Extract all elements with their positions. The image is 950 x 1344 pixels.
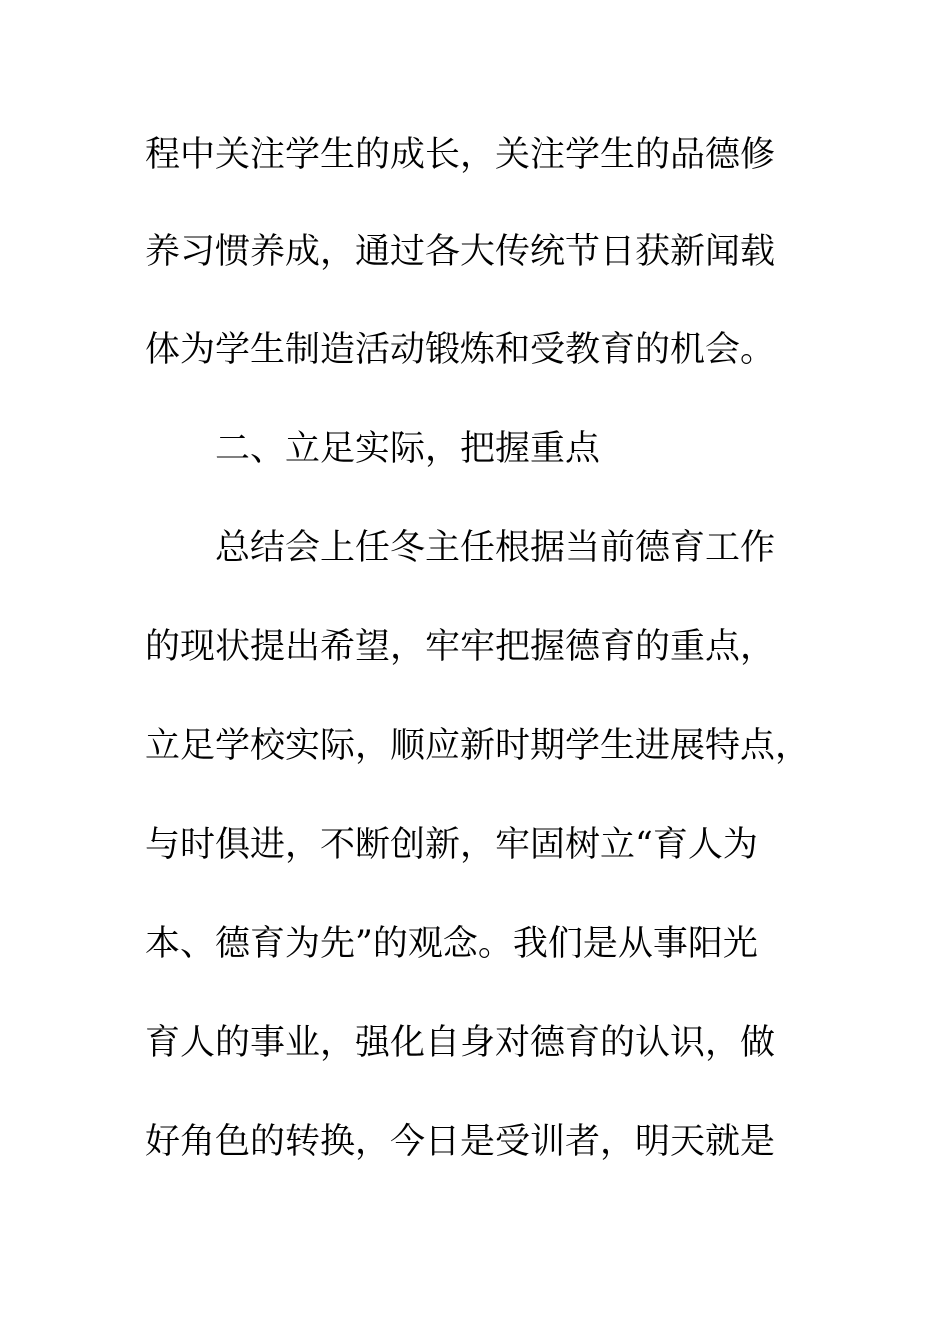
paragraph-line: 育人的事业，强化自身对德育的认识，做: [145, 1023, 776, 1063]
paragraph-line: 程中关注学生的成长，关注学生的品德修: [145, 135, 776, 175]
paragraph-line: 立足学校实际，顺应新时期学生进展特点，: [145, 726, 811, 766]
paragraph-line: 本、德育为先”的观念。我们是从事阳光: [145, 924, 758, 964]
section-heading: 二、立足实际，把握重点: [215, 429, 601, 469]
paragraph-line: 的现状提出希望，牢牢把握德育的重点，: [145, 627, 776, 667]
paragraph-line: 总结会上任冬主任根据当前德育工作: [215, 528, 776, 568]
paragraph-line: 养习惯养成，通过各大传统节日获新闻载: [145, 232, 776, 272]
paragraph-line: 体为学生制造活动锻炼和受教育的机会。: [145, 330, 776, 370]
paragraph-line: 好角色的转换，今日是受训者，明天就是: [145, 1122, 776, 1162]
paragraph-line: 与时俱进，不断创新，牢固树立“育人为: [145, 825, 758, 865]
